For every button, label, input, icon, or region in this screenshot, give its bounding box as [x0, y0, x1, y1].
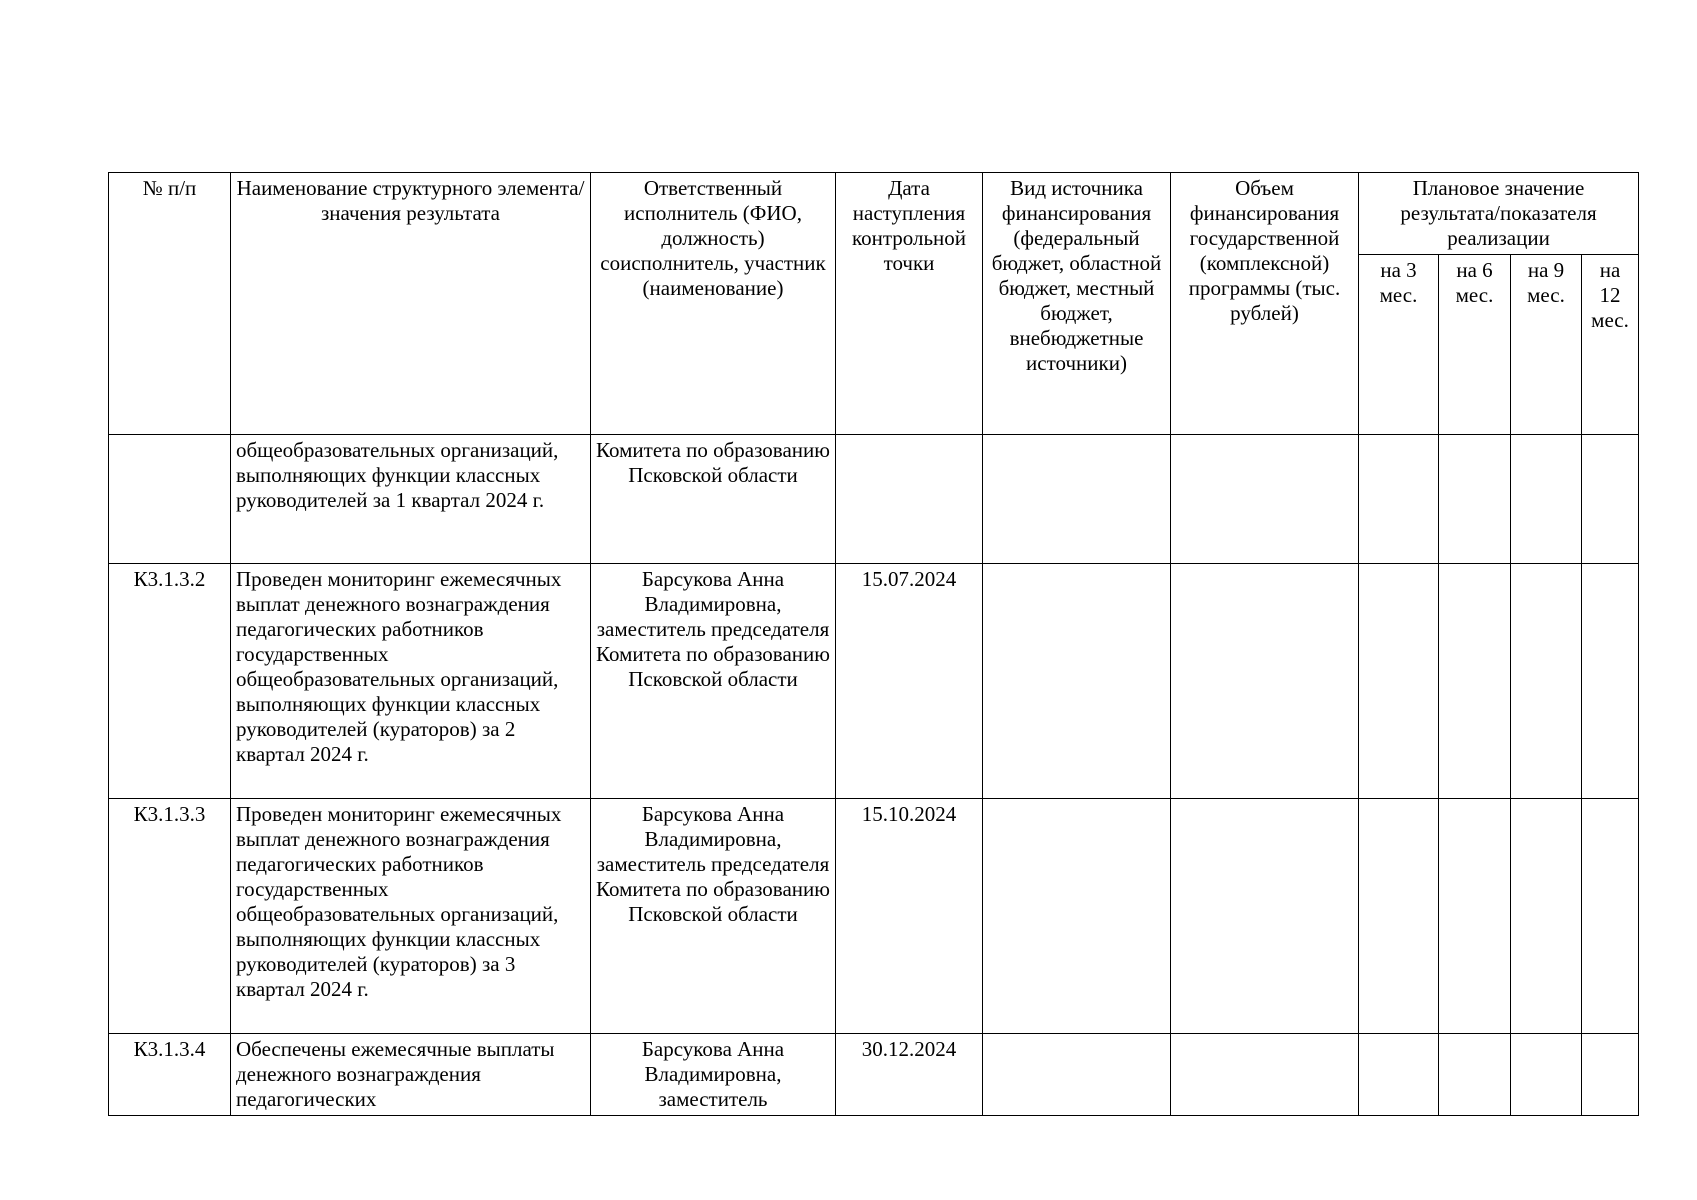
- cell-m12: [1582, 1034, 1639, 1116]
- cell-volume: [1171, 1034, 1359, 1116]
- table-row: [109, 564, 1639, 799]
- cell-num: [109, 435, 231, 564]
- header-plan: Плановое значение результата/показателя реализации: [1359, 173, 1639, 255]
- header-num: № п/п: [109, 173, 231, 435]
- cell-volume: [1171, 564, 1359, 799]
- cell-name: Проведен мониторинг ежемесячных выплат денежного вознаграждения педагогических работников государственных общеобразовательных организаций, выполняющих функции классных руководителей (кураторов) за 3 квартал 2024 г.: [231, 799, 591, 1034]
- header-responsible: Ответственный исполнитель (ФИО, должность) соисполнитель, участник (наименование): [591, 173, 836, 435]
- cell-responsible: Барсукова Анна Владимировна, заместитель председателя Комитета по образованию Псковской области: [591, 799, 836, 1034]
- cell-m3: [1359, 564, 1439, 799]
- cell-responsible: Барсукова Анна Владимировна, заместитель председателя Комитета по образованию Псковской области: [591, 564, 836, 799]
- cell-source: [983, 435, 1171, 564]
- cell-responsible: Комитета по образованию Псковской области: [591, 435, 836, 564]
- cell-date: 30.12.2024: [836, 1034, 983, 1116]
- cell-source: [983, 564, 1171, 799]
- cell-responsible: Барсукова Анна Владимировна, заместитель: [591, 1034, 836, 1116]
- cell-num: К3.1.3.4: [109, 1034, 231, 1116]
- cell-m3: [1359, 1034, 1439, 1116]
- header-date: Дата наступления контрольной точки: [836, 173, 983, 435]
- cell-m6: [1439, 799, 1511, 1034]
- cell-m3: [1359, 435, 1439, 564]
- cell-source: [983, 1034, 1171, 1116]
- header-source: Вид источника финансирования (федеральный бюджет, областной бюджет, местный бюджет, внебюджетные источники): [983, 173, 1171, 435]
- cell-m12: [1582, 799, 1639, 1034]
- cell-m3: [1359, 799, 1439, 1034]
- cell-date: 15.07.2024: [836, 564, 983, 799]
- header-m9: на 9 мес.: [1511, 255, 1582, 435]
- cell-m6: [1439, 564, 1511, 799]
- cell-name: общеобразовательных организаций, выполняющих функции классных руководителей за 1 квартал 2024 г.: [231, 435, 591, 564]
- cell-m9: [1511, 564, 1582, 799]
- cell-date: [836, 435, 983, 564]
- cell-volume: [1171, 435, 1359, 564]
- cell-source: [983, 799, 1171, 1034]
- header-volume: Объем финансирования государственной (комплексной) программы (тыс. рублей): [1171, 173, 1359, 435]
- header-name: Наименование структурного элемента/ значения результата: [231, 173, 591, 435]
- header-m12: на 12 мес.: [1582, 255, 1639, 435]
- cell-name: Обеспечены ежемесячные выплаты денежного вознаграждения педагогических: [231, 1034, 591, 1116]
- cell-m6: [1439, 435, 1511, 564]
- header-m6: на 6 мес.: [1439, 255, 1511, 435]
- cell-num: К3.1.3.3: [109, 799, 231, 1034]
- cell-date: 15.10.2024: [836, 799, 983, 1034]
- header-row: [109, 173, 1639, 255]
- cell-m9: [1511, 1034, 1582, 1116]
- cell-name: Проведен мониторинг ежемесячных выплат денежного вознаграждения педагогических работников государственных общеобразовательных организаций, выполняющих функции классных руководителей (кураторов) за 2 квартал 2024 г.: [231, 564, 591, 799]
- cell-m6: [1439, 1034, 1511, 1116]
- table-row: [109, 435, 1639, 564]
- cell-m12: [1582, 435, 1639, 564]
- cell-num: К3.1.3.2: [109, 564, 231, 799]
- plan-table: [108, 172, 1639, 1116]
- cell-volume: [1171, 799, 1359, 1034]
- cell-m12: [1582, 564, 1639, 799]
- header-m3: на 3 мес.: [1359, 255, 1439, 435]
- table-row: [109, 1034, 1639, 1116]
- cell-m9: [1511, 435, 1582, 564]
- table-row: [109, 799, 1639, 1034]
- cell-m9: [1511, 799, 1582, 1034]
